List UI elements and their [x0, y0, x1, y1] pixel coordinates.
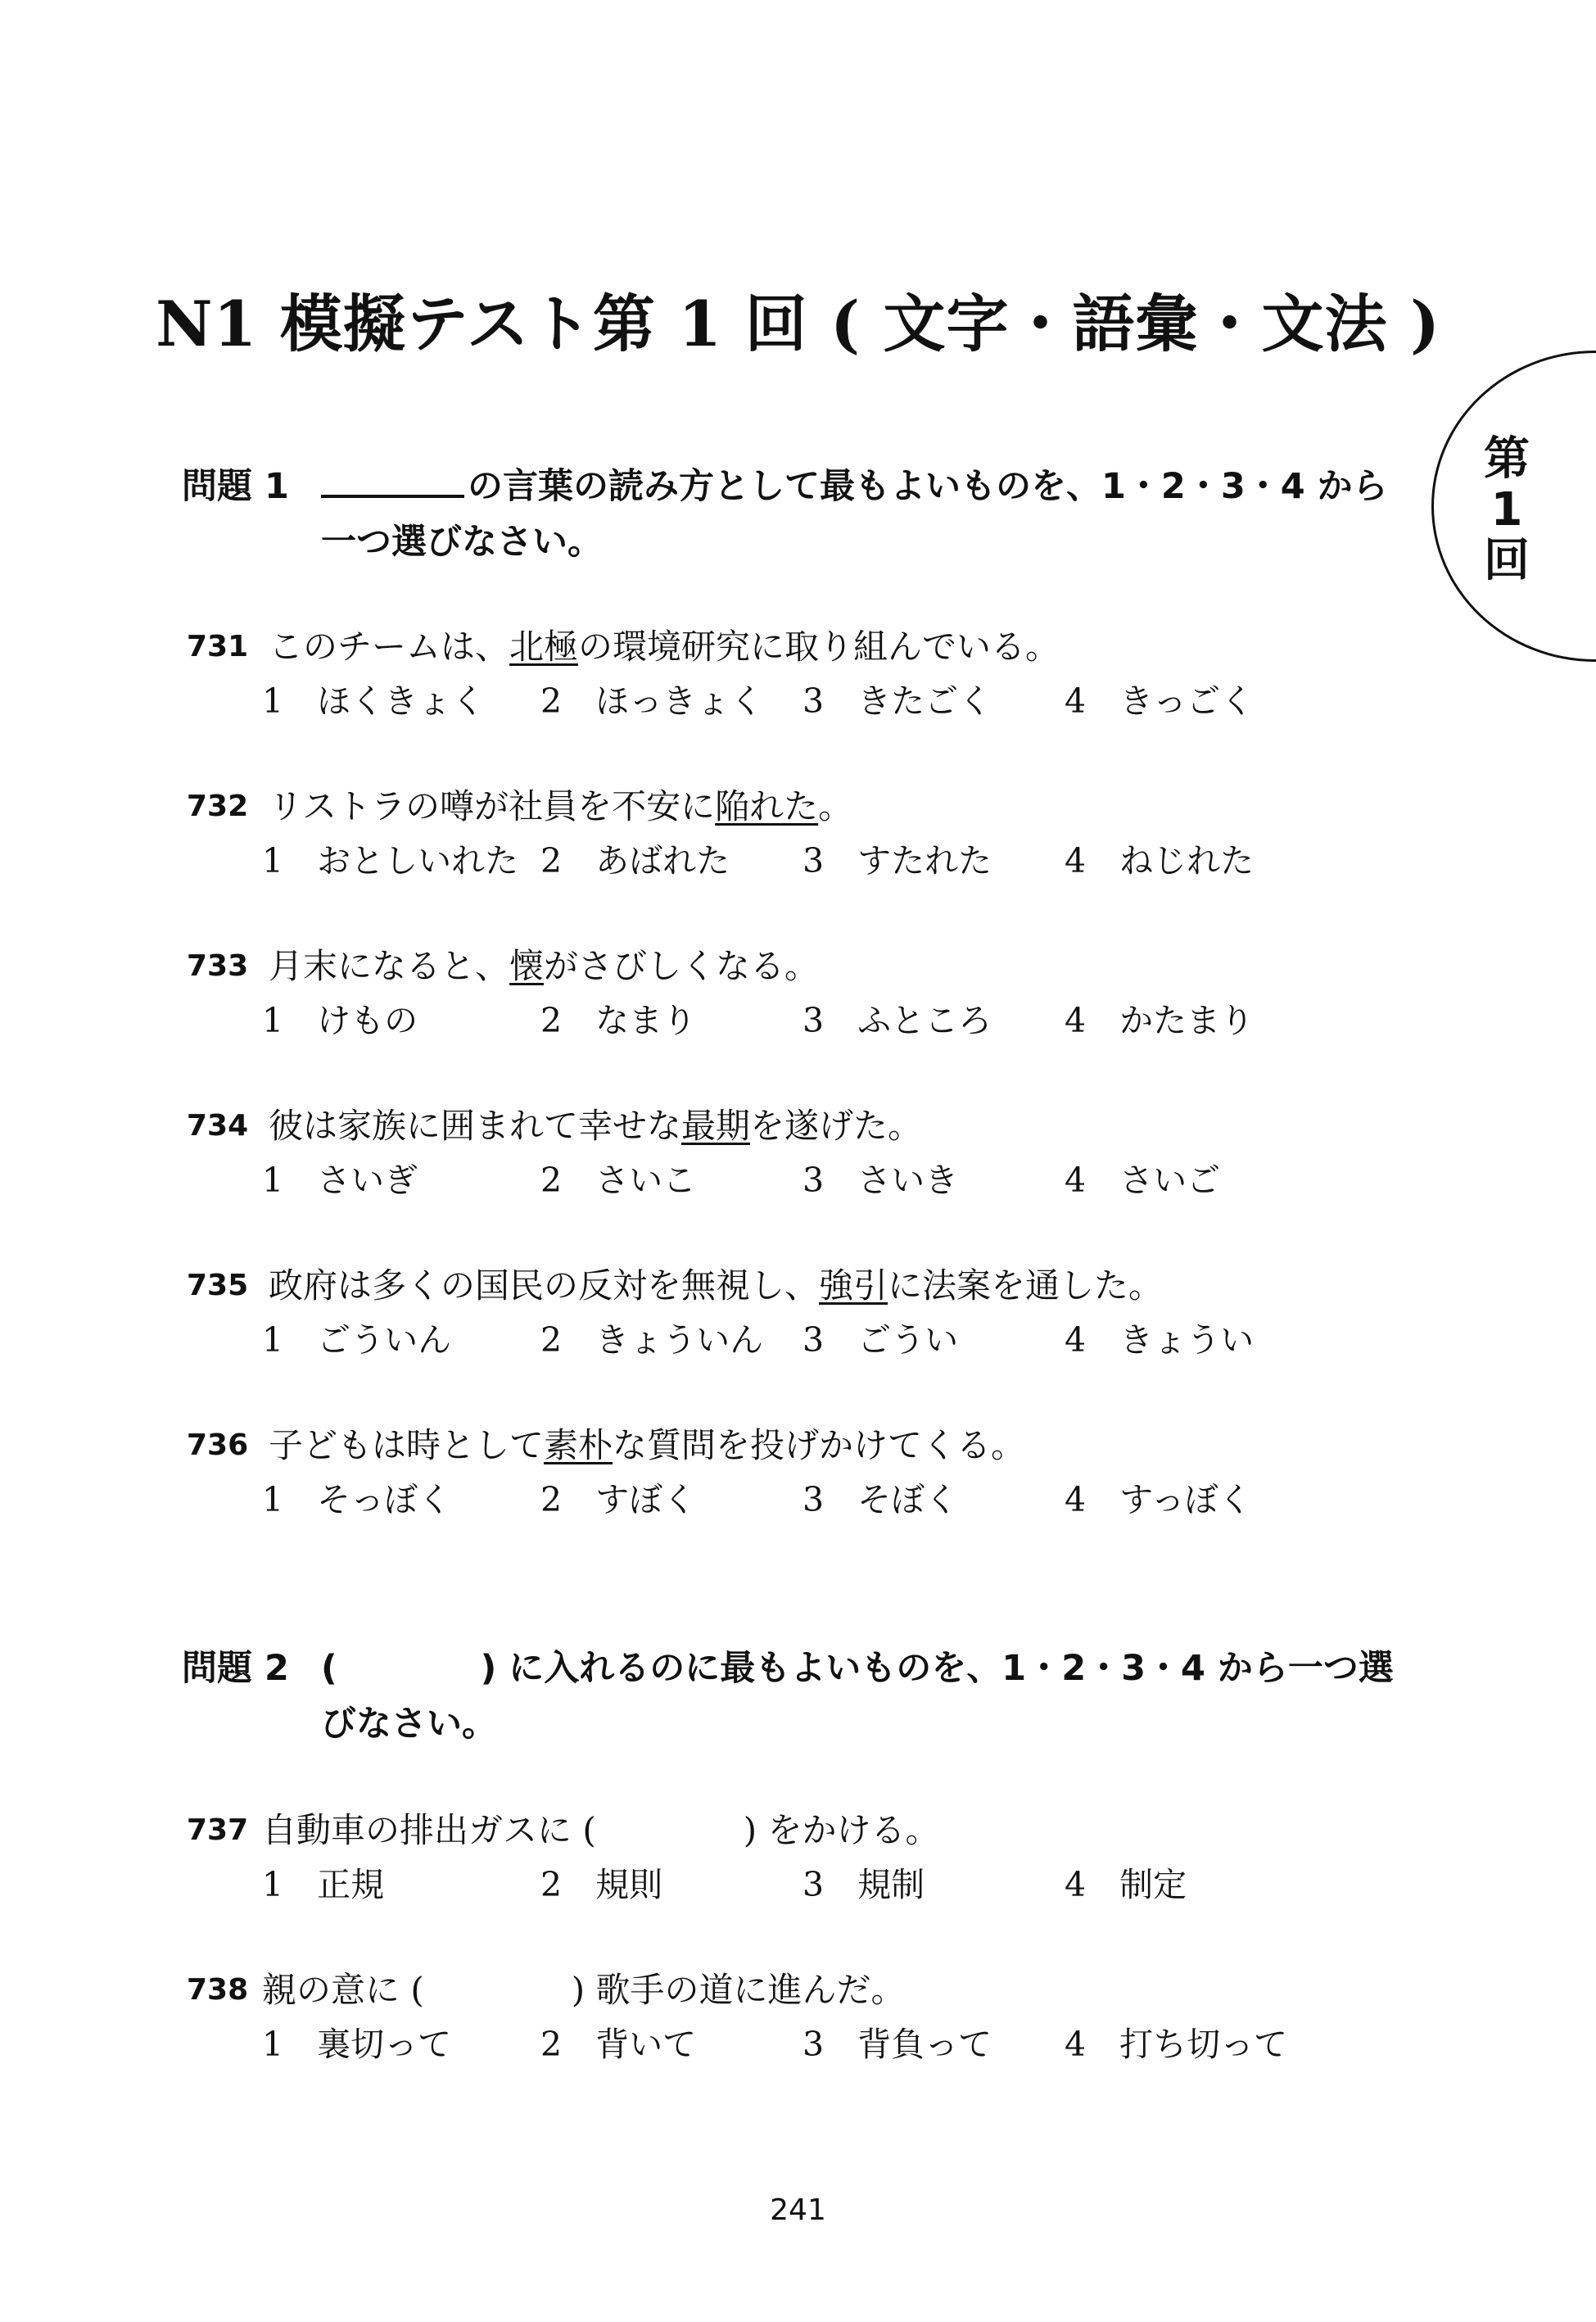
choice-3[interactable]: 3 すたれた: [803, 841, 992, 880]
choice-2[interactable]: 2 なまり: [540, 1001, 697, 1040]
choice-4[interactable]: 4 かたまり: [1065, 1001, 1255, 1040]
question-number: 734: [187, 1109, 249, 1143]
question-732: [187, 781, 1415, 887]
question-sentence: 子どもは時として素朴な質問を投げかけてくる。: [269, 1425, 1026, 1465]
question-sentence: 彼は家族に囲まれて幸せな最期を遂げた。: [269, 1106, 923, 1146]
question-number: 731: [187, 630, 249, 663]
choice-4[interactable]: 4 きっごく: [1065, 681, 1255, 721]
choice-1[interactable]: 1 裏切って: [262, 2025, 452, 2064]
choice-2[interactable]: 2 すぼく: [540, 1480, 697, 1519]
choice-3[interactable]: 3 規制: [803, 1865, 925, 1904]
choice-1[interactable]: 1 おとしいれた: [262, 841, 519, 880]
target-word: 最期: [681, 1106, 751, 1146]
question-734: [187, 1100, 1415, 1206]
question-sentence: 政府は多くの国民の反対を無視し、強引に法案を通した。: [269, 1265, 1164, 1306]
question-number: 735: [187, 1269, 249, 1302]
question-number: 737: [187, 1813, 249, 1847]
choice-3[interactable]: 3 さいき: [803, 1161, 959, 1200]
choice-2[interactable]: 2 ほっきょく: [540, 681, 764, 721]
target-word: 素朴: [544, 1425, 613, 1465]
choice-4[interactable]: 4 制定: [1065, 1865, 1187, 1904]
choice-1[interactable]: 1 正規: [262, 1865, 385, 1904]
choice-4[interactable]: 4 ねじれた: [1065, 841, 1255, 880]
question-735: [187, 1260, 1415, 1366]
choice-3[interactable]: 3 ごうい: [803, 1320, 959, 1360]
mondai-1-label: 問題 1: [182, 466, 289, 507]
paren-open: (: [321, 1648, 337, 1689]
choice-1[interactable]: 1 けもの: [262, 1001, 418, 1040]
choice-3[interactable]: 3 背負って: [803, 2025, 992, 2064]
choice-1[interactable]: 1 ごういん: [262, 1320, 452, 1360]
question-738: [187, 1964, 1415, 2071]
choice-3[interactable]: 3 きたごく: [803, 681, 992, 721]
question-733: [187, 940, 1415, 1047]
question-sentence: リストラの噂が社員を不安に陥れた。: [269, 786, 853, 826]
choice-2[interactable]: 2 きょういん: [540, 1320, 764, 1360]
question-sentence: このチームは、北極の環境研究に取り組んでいる。: [269, 627, 1060, 667]
chapter-tab-label: 第 1 回: [1484, 432, 1530, 587]
target-word: 陥れた: [715, 786, 819, 826]
question-sentence: 月末になると、懐がさびしくなる。: [269, 946, 820, 986]
choice-4[interactable]: 4 打ち切って: [1065, 2025, 1288, 2064]
question-number: 732: [187, 790, 249, 823]
question-736: [187, 1419, 1415, 1526]
target-word: 北極: [509, 627, 579, 667]
choice-1[interactable]: 1 さいぎ: [262, 1161, 418, 1200]
choice-2[interactable]: 2 さいこ: [540, 1161, 697, 1200]
question-number: 738: [187, 1973, 249, 2007]
mondai-2-label: 問題 2: [182, 1648, 289, 1689]
choice-4[interactable]: 4 さいご: [1065, 1161, 1221, 1200]
choice-2[interactable]: 2 あばれた: [540, 841, 730, 880]
question-number: 736: [187, 1428, 249, 1462]
choice-4[interactable]: 4 きょうい: [1065, 1320, 1255, 1360]
question-737: [187, 1804, 1415, 1911]
choice-2[interactable]: 2 規則: [540, 1865, 663, 1904]
underline-blank: [321, 467, 464, 498]
choice-2[interactable]: 2 背いて: [540, 2025, 697, 2064]
question-number: 733: [187, 949, 249, 983]
page-number: 241: [770, 2193, 826, 2227]
question-sentence: 親の意に ( ) 歌手の道に進んだ。: [262, 1970, 906, 2010]
question-sentence: 自動車の排出ガスに ( ) をかける。: [262, 1810, 940, 1850]
target-word: 強引: [819, 1265, 888, 1306]
choice-3[interactable]: 3 そぼく: [803, 1480, 959, 1519]
choice-1[interactable]: 1 ほくきょく: [262, 681, 486, 721]
page-title: N1 模擬テスト第 1 回 ( 文字・語彙・文法 ): [156, 287, 1440, 360]
mondai-1-text: の言葉の読み方として最もよいものを、1・2・3・4 から一つ選びなさい。: [321, 466, 1388, 563]
question-731: [187, 621, 1415, 727]
target-word: 懐: [509, 946, 545, 986]
choice-1[interactable]: 1 そっぼく: [262, 1480, 452, 1519]
mondai-2-text: ) に入れるのに最もよいものを、1・2・3・4 から一つ選びなさい。: [321, 1648, 1394, 1745]
choice-4[interactable]: 4 すっぼく: [1065, 1480, 1252, 1519]
choice-3[interactable]: 3 ふところ: [803, 1001, 992, 1040]
